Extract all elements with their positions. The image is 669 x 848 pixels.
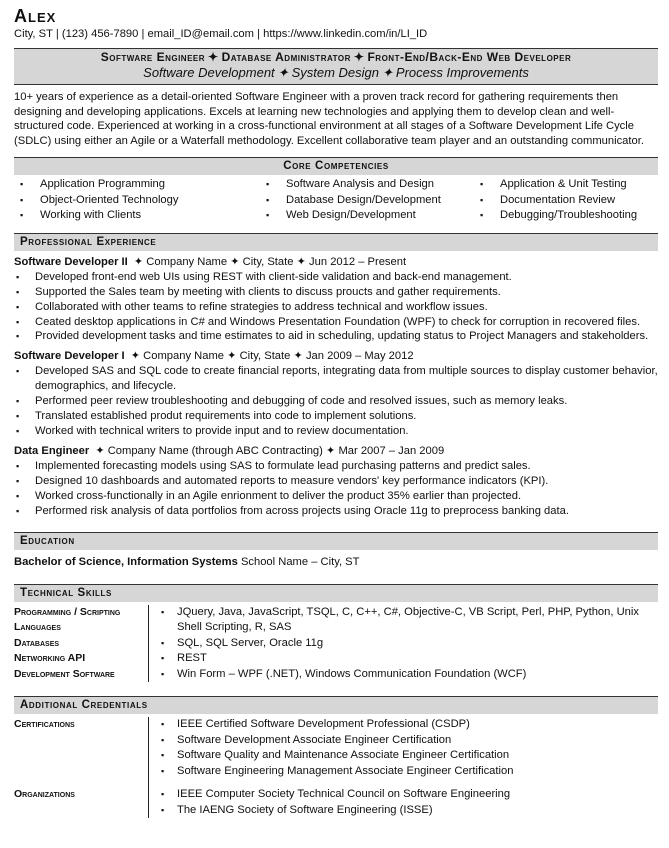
competency-item: ▪ Application Programming (14, 177, 260, 193)
competency-item: ▪ Web Design/Development (260, 208, 474, 224)
star-icon: ✦ (130, 350, 141, 363)
skills-items (149, 636, 659, 652)
job-bullets (14, 459, 658, 519)
credentials-table (14, 717, 658, 818)
section-heading-experience: Professional Experience (14, 233, 658, 251)
job-bullets (14, 364, 658, 439)
credential-item: ▪ The IAENG Society of Software Engineering (ISSE) (161, 803, 658, 819)
school-details: School Name – City, ST (240, 556, 360, 569)
skills-row (14, 636, 658, 652)
section-heading-education: Education (14, 532, 658, 550)
skills-item: ▪ JQuery, Java, JavaScript, TSQL, C, C++, C#, Objective-C, VB Script, Perl, PHP, Python, Unix Shell Scripting, R, SAS (161, 605, 658, 636)
education-entry (14, 555, 658, 570)
credentials-items (149, 717, 659, 779)
skills-items (149, 651, 659, 667)
credential-item: ▪ Software Quality and Maintenance Associate Engineer Certification (161, 748, 658, 764)
star-icon: ✦ (95, 444, 105, 457)
job-bullet: ▪ Performed risk analysis of data portfolios from across projects using Oracle 11g to preprocess banking data. (14, 504, 658, 519)
job-titles (14, 50, 658, 66)
summary-paragraph: 10+ years of experience as a detail-oriented Software Engineer with a proven track record for gathering requirements then designing and developing applications. Excels at learning new technologies and applying them to develop clean and well-structured code. Experienced at working in a cross-functional environment at all stages of a Software Development Life Cycle (SDLC) using either an Agile or a Waterfall methodology. Excellent collaborative team player and an outstanding communicator. (14, 91, 644, 147)
title-3: Front-End/Back-End Web Developer (367, 49, 572, 64)
skills-label: Databases (14, 636, 60, 649)
credentials-items (149, 787, 659, 818)
skills-row (14, 667, 658, 683)
competency-item: ▪ Application & Unit Testing (474, 177, 658, 193)
competency-item: ▪ Debugging/Troubleshooting (474, 208, 658, 224)
specialty-3: Process Improvements (395, 65, 529, 81)
star-icon: ✦ (382, 65, 393, 81)
job-bullet: ▪ Designed 10 dashboards and automated reports to measure vendors' key performance indicators (KPI). (14, 474, 658, 489)
job-bullet: ▪ Developed front-end web UIs using REST with client-side validation and back-end management. (14, 270, 658, 285)
job-header (14, 444, 658, 459)
skills-label: Programming / Scripting Languages (14, 605, 121, 634)
competency-item: ▪ Object-Oriented Technology (14, 193, 260, 209)
competency-column (14, 177, 260, 224)
degree: Bachelor of Science, Information Systems (14, 556, 238, 569)
skills-item: ▪ SQL, SQL Server, Oracle 11g (161, 636, 658, 652)
row-spacer (14, 779, 658, 787)
credentials-label: Certifications (14, 718, 75, 731)
skills-row (14, 651, 658, 667)
job-details: Company Name (through ABC Contracting) ✦ Mar 2007 – Jan 2009 (107, 444, 445, 457)
star-icon: ✦ (133, 255, 144, 268)
skills-row (14, 605, 658, 636)
credentials-label: Organizations (14, 788, 75, 801)
job-bullet: ▪ Provided development tasks and time estimates to aid in scheduling, updating status to Project Managers and stakeholders. (14, 329, 658, 344)
specialties (14, 65, 658, 82)
skills-items (149, 667, 659, 683)
job-bullets (14, 270, 658, 345)
job-title: Software Developer I (14, 350, 125, 363)
job-bullet: ▪ Performed peer review troubleshooting and debugging of code and resolved issues, such as memory leaks. (14, 394, 658, 409)
competency-column (260, 177, 474, 224)
job-bullet: ▪ Translated established produt requirements into code to implement solutions. (14, 409, 658, 424)
skills-item: ▪ Win Form – WPF (.NET), Windows Communication Foundation (WCF) (161, 667, 658, 683)
specialty-1: Software Development (143, 65, 275, 81)
credential-item: ▪ IEEE Certified Software Development Professional (CSDP) (161, 717, 658, 733)
section-heading-skills: Technical Skills (14, 584, 658, 602)
job-bullet: ▪ Implemented forecasting models using SAS to formulate lead purchasing patterns and predict sales. (14, 459, 658, 474)
job-bullet: ▪ Ceated desktop applications in C# and Windows Presentation Foundation (WPF) to check for corruption in recovered files. (14, 315, 658, 330)
credential-item: ▪ IEEE Computer Society Technical Council on Software Engineering (161, 787, 658, 803)
section-heading-credentials: Additional Credentials (14, 696, 658, 714)
skills-label: Networking API (14, 652, 86, 665)
star-icon: ✦ (353, 49, 365, 64)
contact-line: City, ST | (123) 456-7890 | email_ID@email.com | https://www.linkedin.com/in/LI_ID (14, 28, 428, 40)
star-icon: ✦ (277, 65, 289, 81)
skills-item: ▪ REST (161, 651, 658, 667)
title-1: Software Engineer (100, 49, 206, 64)
credentials-row (14, 787, 658, 818)
competency-column (474, 177, 658, 224)
title-2: Database Administrator (221, 49, 351, 64)
credentials-row (14, 717, 658, 779)
resume-page (14, 6, 658, 818)
job-header (14, 349, 658, 364)
competency-item: ▪ Software Analysis and Design (260, 177, 474, 193)
job-bullet: ▪ Worked cross-functionally in an Agile enrionment to deliver the product 35% earlier than projected. (14, 489, 658, 504)
title-banner (14, 48, 658, 85)
skills-items (149, 605, 659, 636)
credential-item: ▪ Software Development Associate Engineer Certification (161, 733, 658, 749)
job-title: Software Developer II (14, 255, 128, 268)
job-header (14, 255, 658, 270)
job-title: Data Engineer (14, 444, 90, 457)
job-bullet: ▪ Supported the Sales team by meeting with clients to discuss proucts and gather requirements. (14, 285, 658, 300)
star-icon: ✦ (208, 49, 219, 64)
job-bullet: ▪ Worked with technical writers to provide input and to review documentation. (14, 424, 658, 439)
job-details: Company Name ✦ City, State ✦ Jun 2012 – Present (146, 255, 407, 268)
skills-table (14, 605, 658, 683)
skills-label: Development Software (14, 667, 115, 680)
job-details: Company Name ✦ City, State ✦ Jan 2009 – May 2012 (143, 350, 414, 363)
competency-item: ▪ Database Design/Development (260, 193, 474, 209)
job-bullet: ▪ Developed SAS and SQL code to create financial reports, integrating data from multiple sources to display customer behavior, demographics, and lifecycle. (14, 364, 658, 394)
specialty-2: System Design (291, 65, 379, 81)
section-heading-competencies: Core Competencies (14, 157, 658, 175)
candidate-name: Alex (14, 6, 57, 26)
competencies-grid (14, 177, 658, 224)
competency-item: ▪ Documentation Review (474, 193, 658, 209)
job-bullet: ▪ Collaborated with other teams to refine strategies to address technical and workflow issues. (14, 300, 658, 315)
credential-item: ▪ Software Engineering Management Associate Engineer Certification (161, 764, 658, 780)
competency-item: ▪ Working with Clients (14, 208, 260, 224)
